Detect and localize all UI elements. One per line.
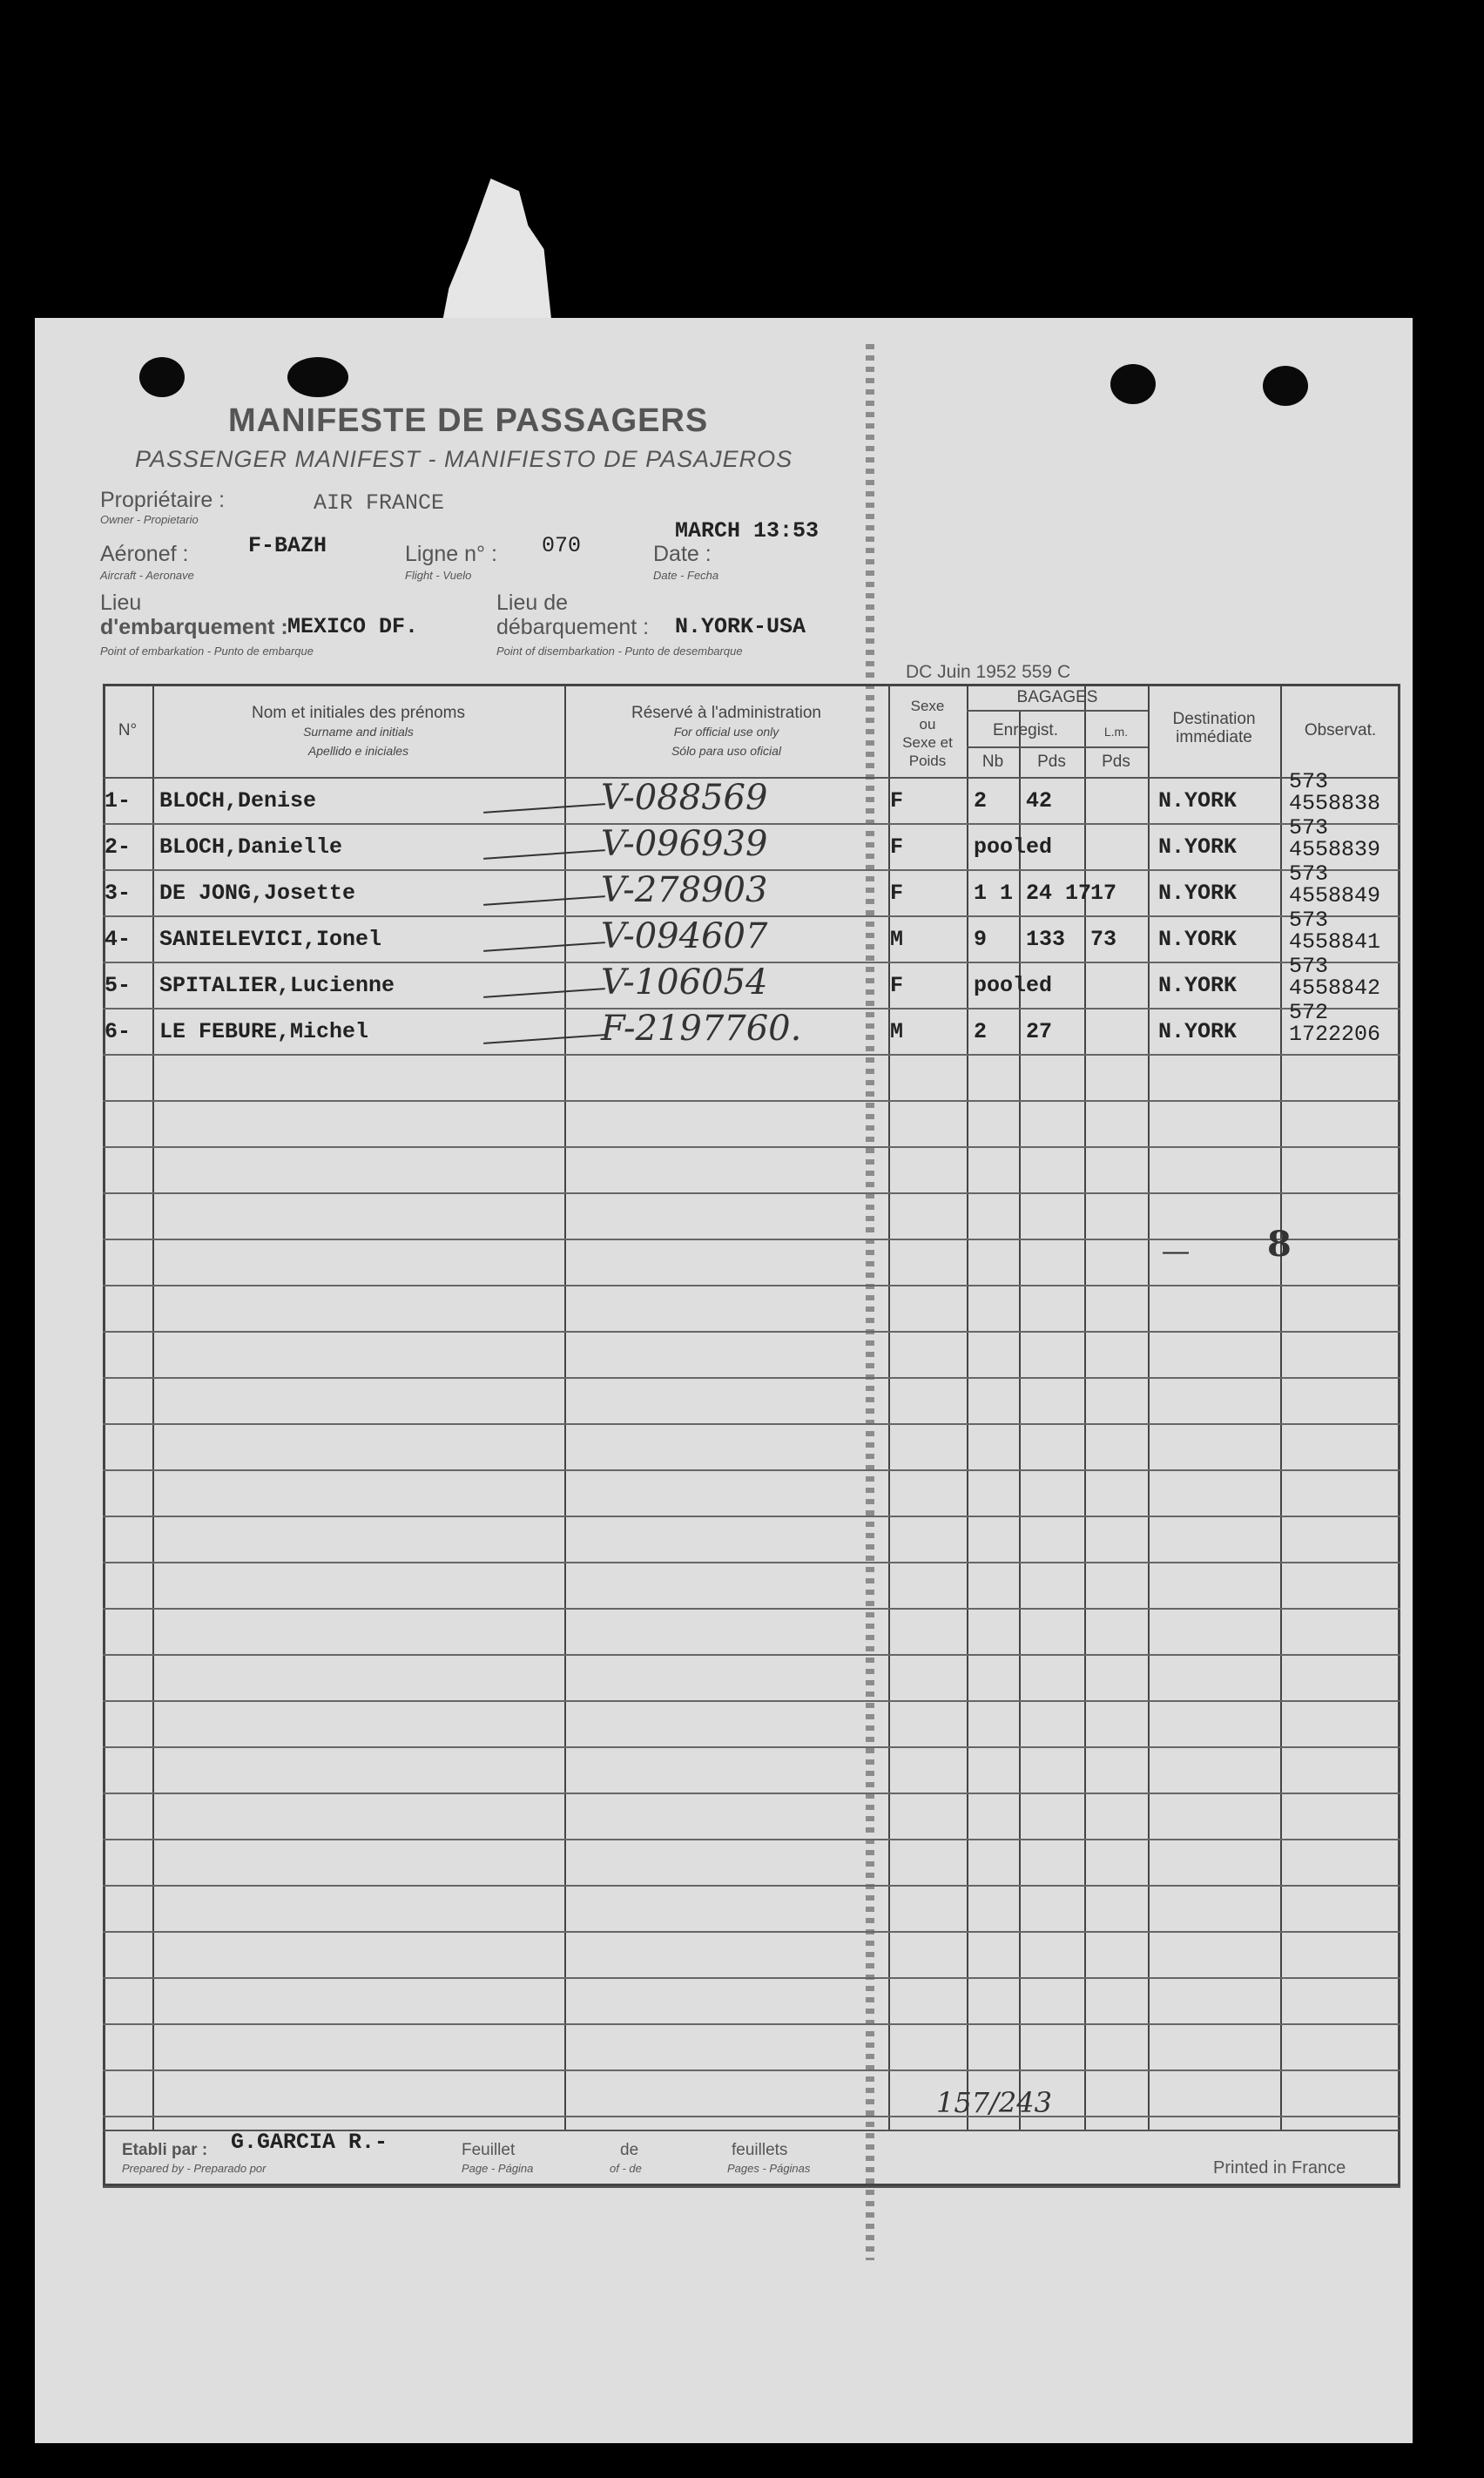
col-admin-header — [564, 704, 888, 760]
row-rule — [103, 1239, 1400, 1240]
col-name-en: Surname and initials — [303, 725, 414, 739]
row-rule — [103, 1146, 1400, 1148]
owner-sublabel: Owner - Propietario — [100, 513, 199, 526]
punch-hole-right-2 — [1263, 366, 1308, 406]
row-rule — [103, 1423, 1400, 1425]
col-sex-header — [888, 697, 967, 770]
observation-code: 573 — [1289, 954, 1329, 979]
passenger-name: SANIELEVICI,Ionel — [159, 927, 382, 952]
observation-ticket: 4558849 — [1289, 883, 1381, 908]
embark-label-1: Lieu — [100, 591, 142, 615]
bag-count: 9 — [974, 927, 988, 952]
observation-code: 572 — [1289, 1000, 1329, 1025]
row-number: 3- — [105, 881, 132, 906]
of-sublabel: of - de — [610, 2162, 642, 2175]
admin-number: V-106054 — [601, 962, 768, 1003]
owner-value: AIR FRANCE — [314, 490, 445, 516]
col-nb-header: Nb — [981, 753, 1004, 771]
row-rule — [103, 1885, 1400, 1887]
flight-label: Ligne n° : — [405, 542, 497, 566]
col-name-es: Apellido e iniciales — [307, 744, 409, 758]
observation-code: 573 — [1289, 861, 1329, 887]
row-rule — [103, 2023, 1400, 2025]
col-dest-header — [1148, 710, 1280, 746]
date-sublabel: Date - Fecha — [653, 569, 719, 582]
aircraft-value: F-BAZH — [248, 533, 327, 558]
col-lm-header: L.m. — [1103, 725, 1129, 739]
bag-count: pooled — [974, 973, 1053, 998]
row-rule — [103, 1839, 1400, 1840]
col-sex-3: Sexe et — [902, 734, 953, 751]
col-divider — [564, 684, 566, 2130]
observation-ticket: 4558838 — [1289, 791, 1381, 816]
row-rule — [103, 1793, 1400, 1794]
bag-count: 2 — [974, 1019, 988, 1044]
bag-weight: 133 — [1026, 927, 1066, 952]
admin-number: V-096939 — [601, 824, 768, 864]
col-name-header — [152, 704, 564, 760]
prepared-value: G.GARCIA R.- — [231, 2130, 388, 2155]
bag-weight: 42 — [1026, 788, 1053, 814]
owner-label: Propriétaire : — [100, 488, 226, 512]
passenger-sex: F — [890, 881, 904, 906]
row-number: 2- — [105, 834, 132, 860]
row-rule — [103, 1977, 1400, 1979]
col-name-fr: Nom et initiales des prénoms — [252, 704, 465, 722]
observation-code: 573 — [1289, 769, 1329, 794]
col-divider — [1280, 684, 1282, 2130]
passenger-sex: M — [890, 1019, 904, 1044]
col-sex-1: Sexe — [910, 698, 945, 714]
total-mark: 8 — [1267, 1224, 1292, 1265]
bag-count: 2 — [974, 788, 988, 814]
admin-number: V-094607 — [601, 916, 768, 956]
prepared-sublabel: Prepared by - Preparado por — [122, 2162, 266, 2175]
manifest-title: MANIFESTE DE PASSAGERS — [228, 402, 709, 439]
observation-code: 573 — [1289, 908, 1329, 933]
admin-number: F-2197760. — [601, 1009, 802, 1049]
observation-code: 573 — [1289, 815, 1329, 841]
row-rule — [103, 1377, 1400, 1379]
col-sex-2: ou — [919, 716, 936, 733]
col-admin-en: For official use only — [673, 725, 779, 739]
bottom-number: 157/243 — [936, 2086, 1052, 2119]
row-rule — [103, 1469, 1400, 1471]
col-observ-header: Observat. — [1304, 721, 1377, 739]
destination: N.YORK — [1158, 1019, 1238, 1044]
form-code: DC Juin 1952 559 C — [906, 662, 1071, 682]
destination: N.YORK — [1158, 973, 1238, 998]
passenger-name: DE JONG,Josette — [159, 881, 356, 906]
passenger-sex: F — [890, 973, 904, 998]
sheet-sublabel: Page - Página — [462, 2162, 534, 2175]
observation-ticket: 4558842 — [1289, 976, 1381, 1001]
total-dash: — — [1163, 1237, 1189, 1266]
destination: N.YORK — [1158, 881, 1238, 906]
disembark-value: N.YORK-USA — [675, 614, 806, 639]
row-rule — [103, 1654, 1400, 1656]
prepared-label: Etabli par : — [122, 2141, 208, 2159]
enregist-line — [967, 746, 1148, 748]
row-rule — [103, 2070, 1400, 2071]
col-no-header: N° — [118, 721, 138, 739]
col-dest-2: immédiate — [1176, 728, 1252, 746]
manifest-subtitle: PASSENGER MANIFEST - MANIFIESTO DE PASAJEROS — [135, 446, 793, 472]
row-rule — [103, 1700, 1400, 1702]
destination: N.YORK — [1158, 927, 1238, 952]
passenger-sex: M — [890, 927, 904, 952]
punch-hole-left — [139, 357, 185, 397]
embark-value: MEXICO DF. — [287, 614, 419, 639]
torn-paper-tab — [440, 179, 553, 335]
row-rule — [103, 1054, 1400, 1056]
row-number: 1- — [105, 788, 132, 814]
admin-number: V-278903 — [601, 870, 768, 910]
row-rule — [103, 1608, 1400, 1610]
printed-in-france: Printed in France — [1213, 2158, 1346, 2178]
embark-label-2: d'embarquement : — [100, 615, 288, 639]
embark-sublabel: Point of embarkation - Punto de embarque — [100, 645, 314, 658]
admin-number: V-088569 — [601, 778, 768, 818]
date-label: Date : — [653, 542, 712, 566]
row-rule — [103, 1516, 1400, 1517]
disembark-sublabel: Point of disembarkation - Punto de desembarque — [496, 645, 743, 658]
row-rule — [103, 1100, 1400, 1102]
row-number: 6- — [105, 1019, 132, 1044]
row-rule — [103, 1562, 1400, 1563]
destination: N.YORK — [1158, 788, 1238, 814]
row-rule — [103, 1746, 1400, 1748]
row-rule — [103, 1931, 1400, 1933]
col-lm-pds-header: Pds — [1102, 753, 1130, 771]
sheets-label: feuillets — [732, 2141, 788, 2159]
sheets-sublabel: Pages - Páginas — [727, 2162, 811, 2175]
col-admin-fr: Réservé à l'administration — [631, 704, 821, 722]
col-sex-4: Poids — [908, 753, 947, 769]
hand-luggage-weight: 17 — [1090, 881, 1117, 906]
passenger-name: BLOCH,Denise — [159, 788, 317, 814]
passenger-sex: F — [890, 834, 904, 860]
col-enregist-header: Enregist. — [993, 721, 1058, 739]
punch-hole-right-1 — [1110, 364, 1156, 404]
passenger-name: SPITALIER,Lucienne — [159, 973, 395, 998]
flight-value: 070 — [542, 533, 582, 558]
row-number: 4- — [105, 927, 132, 952]
col-divider — [1019, 710, 1021, 2130]
flight-sublabel: Flight - Vuelo — [405, 569, 472, 582]
bagages-line — [967, 710, 1148, 712]
destination: N.YORK — [1158, 834, 1238, 860]
aircraft-sublabel: Aircraft - Aeronave — [100, 569, 194, 582]
row-rule — [103, 1331, 1400, 1333]
punch-hole-torn — [287, 357, 348, 397]
row-rule — [103, 1192, 1400, 1194]
bag-weight: 27 — [1026, 1019, 1053, 1044]
bag-count: 1 1 — [974, 881, 1014, 906]
col-dest-1: Destination — [1172, 710, 1256, 728]
col-bagages-header: BAGAGES — [1016, 688, 1098, 706]
row-rule — [103, 1285, 1400, 1286]
bag-weight: 24 17 — [1026, 881, 1092, 906]
disembark-label-1: Lieu de — [496, 591, 569, 615]
row-number: 5- — [105, 973, 132, 998]
col-divider — [152, 684, 154, 2130]
disembark-label-2: débarquement : — [496, 615, 650, 639]
bag-count: pooled — [974, 834, 1053, 860]
passenger-name: BLOCH,Danielle — [159, 834, 343, 860]
aircraft-label: Aéronef : — [100, 542, 189, 566]
col-divider — [967, 684, 968, 2130]
row-rule — [103, 2116, 1400, 2117]
sheet-label: Feuillet — [462, 2141, 516, 2159]
col-pds-header: Pds — [1037, 753, 1066, 771]
observation-ticket: 4558841 — [1289, 929, 1381, 955]
observation-ticket: 1722206 — [1289, 1022, 1381, 1047]
passenger-name: LE FEBURE,Michel — [159, 1019, 369, 1044]
observation-ticket: 4558839 — [1289, 837, 1381, 862]
col-admin-es: Sólo para uso oficial — [671, 744, 782, 758]
col-divider — [1148, 684, 1150, 2130]
hand-luggage-weight: 73 — [1090, 927, 1117, 952]
passenger-sex: F — [890, 788, 904, 814]
footer-line — [103, 2186, 1400, 2188]
of-label: de — [620, 2141, 639, 2159]
date-value: MARCH 13:53 — [675, 518, 820, 544]
